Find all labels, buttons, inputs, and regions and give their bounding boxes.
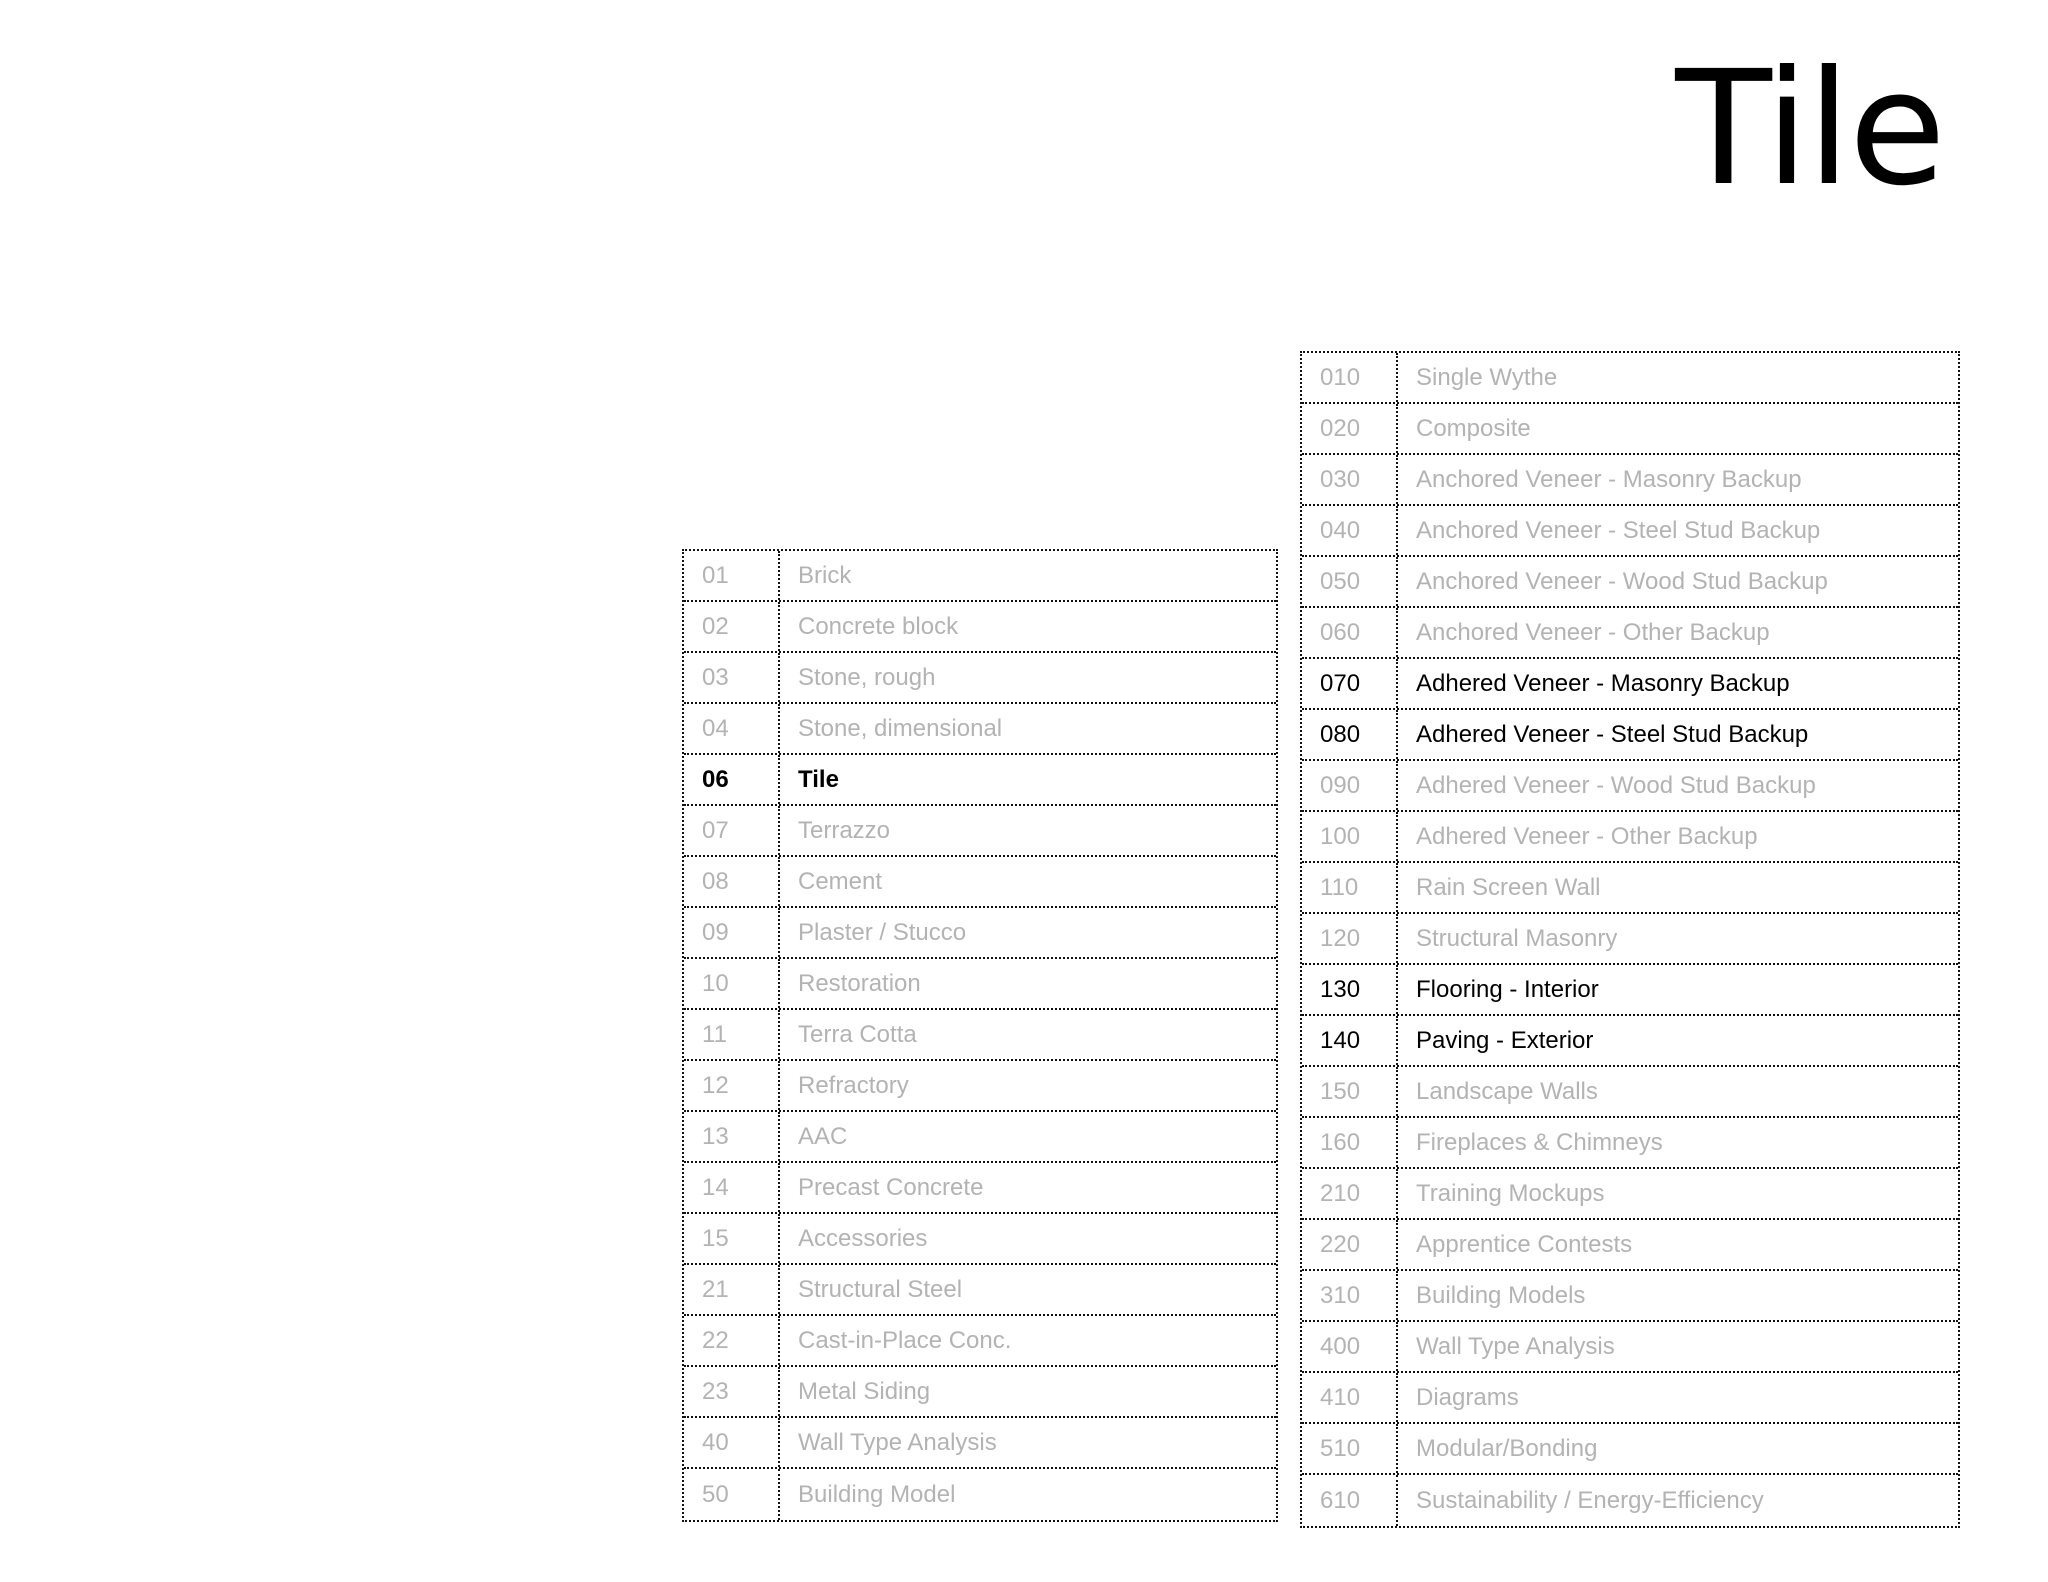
subcategory-label: Rain Screen Wall xyxy=(1416,873,1601,901)
category-label: Precast Concrete xyxy=(798,1173,984,1201)
subcategory-label: Fireplaces & Chimneys xyxy=(1416,1128,1663,1156)
category-code: 03 xyxy=(684,653,780,702)
category-row[interactable] xyxy=(684,857,1276,908)
category-code: 01 xyxy=(684,551,780,600)
subcategory-code: 140 xyxy=(1302,1016,1398,1065)
subcategory-label: Adhered Veneer - Steel Stud Backup xyxy=(1416,720,1809,748)
subcategory-label: Single Wythe xyxy=(1416,363,1558,391)
subcategory-code: 610 xyxy=(1302,1475,1398,1526)
category-row[interactable] xyxy=(684,908,1276,959)
subcategory-row[interactable] xyxy=(1302,914,1958,965)
category-row[interactable] xyxy=(684,1214,1276,1265)
subcategory-label: Training Mockups xyxy=(1416,1179,1605,1207)
category-code: 50 xyxy=(684,1469,780,1520)
category-label: Structural Steel xyxy=(798,1275,963,1303)
subcategory-label: Apprentice Contests xyxy=(1416,1230,1633,1258)
subcategory-code: 060 xyxy=(1302,608,1398,657)
category-row[interactable] xyxy=(684,653,1276,704)
category-code: 12 xyxy=(684,1061,780,1110)
subcategory-code: 030 xyxy=(1302,455,1398,504)
subcategory-label: Anchored Veneer - Other Backup xyxy=(1416,618,1770,646)
category-label: Concrete block xyxy=(798,612,959,640)
category-label: Restoration xyxy=(798,969,921,997)
subcategory-code: 070 xyxy=(1302,659,1398,708)
subcategory-label: Building Models xyxy=(1416,1281,1586,1309)
category-row[interactable] xyxy=(684,704,1276,755)
category-row[interactable] xyxy=(684,1112,1276,1163)
subcategory-row[interactable] xyxy=(1302,761,1958,812)
subcategory-row[interactable] xyxy=(1302,1118,1958,1169)
subcategory-label: Anchored Veneer - Masonry Backup xyxy=(1416,465,1802,493)
subcategory-label: Wall Type Analysis xyxy=(1416,1332,1615,1360)
subcategory-code: 410 xyxy=(1302,1373,1398,1422)
category-code: 23 xyxy=(684,1367,780,1416)
category-label: Stone, dimensional xyxy=(798,714,1003,742)
category-label: Terrazzo xyxy=(798,816,891,844)
category-row[interactable] xyxy=(684,1061,1276,1112)
subcategory-table xyxy=(1300,351,1960,1528)
subcategory-code: 510 xyxy=(1302,1424,1398,1473)
subcategory-row[interactable] xyxy=(1302,404,1958,455)
subcategory-row[interactable] xyxy=(1302,1169,1958,1220)
subcategory-code: 220 xyxy=(1302,1220,1398,1269)
category-row[interactable] xyxy=(684,755,1276,806)
subcategory-row[interactable] xyxy=(1302,710,1958,761)
category-label: Stone, rough xyxy=(798,663,936,691)
category-code: 22 xyxy=(684,1316,780,1365)
subcategory-code: 050 xyxy=(1302,557,1398,606)
category-row[interactable] xyxy=(684,1010,1276,1061)
category-label: Brick xyxy=(798,561,852,589)
subcategory-row[interactable] xyxy=(1302,608,1958,659)
category-row[interactable] xyxy=(684,1316,1276,1367)
subcategory-code: 080 xyxy=(1302,710,1398,759)
category-row[interactable] xyxy=(684,1418,1276,1469)
subcategory-row[interactable] xyxy=(1302,506,1958,557)
subcategory-label: Flooring - Interior xyxy=(1416,975,1599,1003)
category-code: 09 xyxy=(684,908,780,957)
subcategory-label: Diagrams xyxy=(1416,1383,1519,1411)
subcategory-label: Sustainability / Energy-Efficiency xyxy=(1416,1486,1764,1514)
subcategory-row[interactable] xyxy=(1302,1220,1958,1271)
subcategory-label: Adhered Veneer - Other Backup xyxy=(1416,822,1758,850)
category-label: Accessories xyxy=(798,1224,928,1252)
subcategory-row[interactable] xyxy=(1302,1016,1958,1067)
category-code: 08 xyxy=(684,857,780,906)
subcategory-row[interactable] xyxy=(1302,863,1958,914)
category-row[interactable] xyxy=(684,602,1276,653)
subcategory-row[interactable] xyxy=(1302,353,1958,404)
subcategory-label: Paving - Exterior xyxy=(1416,1026,1594,1054)
subcategory-row[interactable] xyxy=(1302,659,1958,710)
subcategory-label: Composite xyxy=(1416,414,1531,442)
category-label: AAC xyxy=(798,1122,848,1150)
category-code: 40 xyxy=(684,1418,780,1467)
category-label: Wall Type Analysis xyxy=(798,1428,997,1456)
category-code: 13 xyxy=(684,1112,780,1161)
page-title: Tile xyxy=(1675,37,1944,221)
category-table xyxy=(682,549,1278,1522)
subcategory-row[interactable] xyxy=(1302,1322,1958,1373)
category-row[interactable] xyxy=(684,959,1276,1010)
subcategory-code: 020 xyxy=(1302,404,1398,453)
subcategory-label: Modular/Bonding xyxy=(1416,1434,1598,1462)
category-row[interactable] xyxy=(684,551,1276,602)
category-label: Cement xyxy=(798,867,883,895)
subcategory-row[interactable] xyxy=(1302,557,1958,608)
subcategory-row[interactable] xyxy=(1302,1424,1958,1475)
category-row[interactable] xyxy=(684,1265,1276,1316)
subcategory-row[interactable] xyxy=(1302,812,1958,863)
category-label: Building Model xyxy=(798,1480,956,1508)
category-code: 07 xyxy=(684,806,780,855)
category-label: Refractory xyxy=(798,1071,909,1099)
category-code: 15 xyxy=(684,1214,780,1263)
subcategory-code: 010 xyxy=(1302,353,1398,402)
subcategory-code: 130 xyxy=(1302,965,1398,1014)
category-label: Metal Siding xyxy=(798,1377,931,1405)
subcategory-label: Anchored Veneer - Wood Stud Backup xyxy=(1416,567,1828,595)
category-label: Tile xyxy=(798,765,839,793)
subcategory-label: Anchored Veneer - Steel Stud Backup xyxy=(1416,516,1821,544)
category-code: 14 xyxy=(684,1163,780,1212)
subcategory-code: 100 xyxy=(1302,812,1398,861)
subcategory-code: 400 xyxy=(1302,1322,1398,1371)
subcategory-label: Landscape Walls xyxy=(1416,1077,1598,1105)
category-row[interactable] xyxy=(684,806,1276,857)
subcategory-label: Adhered Veneer - Masonry Backup xyxy=(1416,669,1790,697)
subcategory-code: 120 xyxy=(1302,914,1398,963)
subcategory-code: 210 xyxy=(1302,1169,1398,1218)
category-code: 06 xyxy=(684,755,780,804)
category-code: 04 xyxy=(684,704,780,753)
subcategory-label: Structural Masonry xyxy=(1416,924,1618,952)
subcategory-code: 150 xyxy=(1302,1067,1398,1116)
subcategory-code: 160 xyxy=(1302,1118,1398,1167)
category-code: 10 xyxy=(684,959,780,1008)
category-row[interactable] xyxy=(684,1469,1276,1520)
category-row[interactable] xyxy=(684,1163,1276,1214)
subcategory-row[interactable] xyxy=(1302,1271,1958,1322)
subcategory-code: 040 xyxy=(1302,506,1398,555)
category-row[interactable] xyxy=(684,1367,1276,1418)
category-code: 02 xyxy=(684,602,780,651)
subcategory-row[interactable] xyxy=(1302,455,1958,506)
category-label: Plaster / Stucco xyxy=(798,918,967,946)
subcategory-row[interactable] xyxy=(1302,1373,1958,1424)
category-code: 21 xyxy=(684,1265,780,1314)
subcategory-label: Adhered Veneer - Wood Stud Backup xyxy=(1416,771,1816,799)
category-label: Cast-in-Place Conc. xyxy=(798,1326,1012,1354)
subcategory-code: 110 xyxy=(1302,863,1398,912)
subcategory-row[interactable] xyxy=(1302,1475,1958,1526)
subcategory-row[interactable] xyxy=(1302,1067,1958,1118)
subcategory-row[interactable] xyxy=(1302,965,1958,1016)
subcategory-code: 310 xyxy=(1302,1271,1398,1320)
category-code: 11 xyxy=(684,1010,780,1059)
category-label: Terra Cotta xyxy=(798,1020,917,1048)
subcategory-code: 090 xyxy=(1302,761,1398,810)
